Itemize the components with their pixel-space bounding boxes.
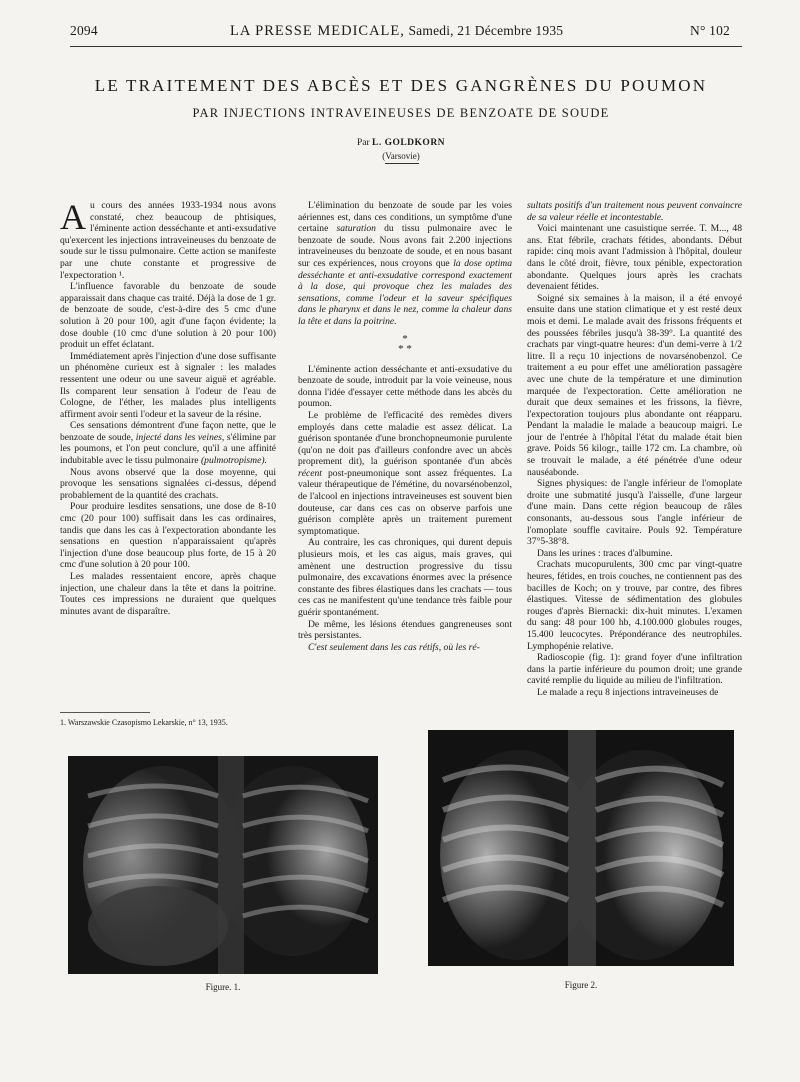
section-separator: * * * [398, 332, 412, 355]
col2-paragraph [298, 410, 512, 538]
col1-paragraph: L'influence favorable du benzoate de soude apparaissait dans chaque cas traité. Déjà la dose de 1 gr. de benzoate de soude, c'est-à-dire des 5 cmc d'une solution à 20 pour 100, agit d'une façon évidente; la dose double (10 cmc d'une solution à 20 pour 100) produit un effet éclatant. [60, 281, 276, 351]
figure-1-radiograph [68, 756, 378, 974]
issue-date: Samedi, 21 Décembre 1935 [408, 23, 564, 38]
col3-paragraph [527, 200, 742, 223]
issue-number: N° 102 [690, 23, 730, 38]
article-title: LE TRAITEMENT DES ABCÈS ET DES GANGRÈNES DU POUMON [94, 76, 708, 95]
italic-run: récent [298, 467, 322, 479]
author-city: (Varsovie) [382, 151, 420, 161]
col3-paragraph: Dans les urines : traces d'albumine. [537, 547, 673, 559]
col1-paragraph: Immédiatement après l'injection d'une dose suffisante un phénomène curieux est à signaler : les malades ressentent une odeur ou une saveur aiguë et agréable. Ils comparent leur sensation à l'odeur de l'eau de Cologne, de l'éther, les malades plus intelligents affirment avoir senti l'odeur et la saveur de la résine. [60, 350, 276, 420]
text-run: post-pneumonique sont assez fréquentes. La valeur thérapeutique de l'émétine, du novarsénobenzol, de l'alcool en injections intraveineuses est souvent bien douteuse, car dans ces cas on observe parfois une guérison complète après un traitement purement symptomatique. [298, 467, 512, 537]
col3-paragraph: Radioscopie (fig. 1): grand foyer d'une infiltration dans la partie inférieure du poumon droit; une grande cavité remplie du liquide au milieu de l'infiltration. [527, 652, 742, 687]
col2-paragraph: De même, les lésions étendues gangreneuses sont très persistantes. [298, 618, 512, 642]
col3-paragraph: Le malade a reçu 8 injections intraveineuses de [537, 686, 719, 698]
italic-run: C'est seulement dans les cas rétifs, où les ré- [308, 641, 480, 653]
col1-paragraph [60, 420, 276, 466]
col2-paragraph [298, 642, 512, 654]
col3-paragraph: Soigné six semaines à la maison, il a été envoyé ensuite dans une station climatique et y est resté deux mois et demi. Le malade avait des frissons fréquents et des poussées fébriles jusqu'à 38-39°. La quantité des crachats par vingt-quatre heures: d'un demi-verre à 1/2 litre. Il a reçu 10 injections de novarsénobenzol. Ce traitement a eu pour effet une amélioration passagère avec une chute de la température et une diminution marquée de l'expectoration. Cette amélioration ne durait que deux semaines et les frissons, la fièvre, l'expectoration toujours plus abondante ont réapparu. Pendant la maladie le malade a beaucoup maigri. Le jour de l'entrée à l'hôpital l'état du malade était bien grave. Poids 56 kilogr., taille 172 cm. La chambre, où se trouvait le malade, a été pénétrée d'une odeur nauséabonde. [527, 292, 742, 478]
drop-cap: A [60, 197, 86, 237]
footnote: 1. Warszawskie Czasopismo Lekarskie, n° 13, 1935. [60, 718, 228, 727]
column-1 [60, 197, 276, 617]
title-rule [385, 163, 419, 164]
col2-paragraph [298, 200, 512, 328]
page-header [70, 20, 742, 47]
italic-run: sultats positifs d'un traitement nous peuvent convaincre de sa valeur réelle et incontestable. [527, 200, 742, 223]
italic-run: injecté dans les veines, [135, 431, 225, 443]
column-3 [527, 200, 742, 699]
col1-paragraph: u cours des années 1933-1934 nous avons constaté, chez beaucoup de phtisiques, l'éminente action desséchante et anti-exsudative qu'exercent les injections intraveineuses du benzoate de soude sur le tissu pulmonaire. Cette action se manifeste par une chute constante et progressive de l'expectoration ¹. [60, 200, 276, 281]
author-name: L. GOLDKORN [371, 138, 446, 148]
figure-2-radiograph [428, 730, 734, 966]
figure-1-caption: Figure. 1. [205, 982, 241, 992]
figure-2-caption: Figure 2. [564, 980, 598, 990]
journal-line [230, 23, 630, 40]
text-run: s'élimine par les poumons, et l'on peut conclure, qu'il a une affinité indubitable avec le tissu pulmonaire [60, 431, 276, 467]
radiograph-1-image [68, 756, 378, 974]
radiograph-2-image [428, 730, 734, 966]
byline [60, 138, 742, 148]
article-subtitle: PAR INJECTIONS INTRAVEINEUSES DE BENZOATE DE SOUDE [192, 106, 610, 120]
journal-name: LA PRESSE MEDICALE, [230, 23, 405, 39]
col3-paragraph: Crachats mucopurulents, 300 cmc par vingt-quatre heures, fétides, en trois couches, ne contiennent pas des bacilles de Koch; on y trouve, par contre, des fibres élastiques. Vitesse de sédimentation des globules rouges d'après Biernacki: dix-huit minutes. L'examen du sang: 48 pour 100 hb, 4.100.000 globules rouges, 15.400 leucocytes. Prépondérance des neutrophiles. Lymphopénie relative. [527, 559, 742, 652]
col1-paragraph: Nous avons observé que la dose moyenne, qui provoque les sensations signalées ci-dessus, dépend probablement de la quantité des crachats. [60, 466, 276, 501]
italic-run: (pulmotropisme). [200, 455, 267, 467]
page-number: 2094 [70, 23, 98, 38]
col1-paragraph: Pour produire lesdites sensations, une dose de 8-10 cmc (20 pour 100) suffisait dans les cas ordinaires, tandis que dans les cas à l'expectoration abondante les sensations en question n'apparaissaient qu'après l'injection d'une dose beaucoup plus forte, de 15 à 20 cmc d'une solution à 20 pour 100. [60, 501, 276, 571]
column-2 [298, 200, 512, 653]
italic-run: saturation [336, 223, 376, 235]
footnote-rule [60, 712, 150, 713]
text-run: du tissu pulmonaire avec le benzoate de soude. Nous avons fait 2.200 injections intraveineuses du benzoate de soude, et en nous basant sur ces expériences, nous croyons que [298, 223, 512, 269]
col1-paragraph: Les malades ressentaient encore, après chaque injection, une chaleur dans la tête et dans la poitrine. Toutes ces impressions ne duraient que quelques minutes avant de disparaître. [60, 571, 276, 617]
col3-paragraph: Voici maintenant une casuistique serrée. T. M..., 48 ans. Etat fébrile, crachats fétides, abondants. Début rapide: cinq mois avant l'admission à l'hôpital, douleur dans le côté droit, fièvre, toux pénible, expectoration abondante. Quelques jours après les crachats devenaient fétides. [527, 223, 742, 293]
text-run: L'élimination du benzoate de soude par les voies aériennes est, dans ces conditions, un symptôme d'une certaine [298, 200, 512, 235]
text-run: Ces sensations démontrent d'une façon nette, que le benzoate de soude, [60, 420, 276, 443]
col2-paragraph: L'éminente action desséchante et anti-exsudative du benzoate de soude, introduit par la voie veineuse, nous donna l'idée d'essayer cette méthode dans les abcès du poumon. [298, 363, 512, 410]
col2-paragraph: Au contraire, les cas chroniques, qui durent depuis plusieurs mois, et les cas aigus, mais graves, qui amènent une destruction progressive du tissu pulmonaire, des excavations énormes avec la présence constante des fibres élastiques dans les crachats — tous ces cas ne manifestent qu'une tendance très faible pour guérir spontanément. [298, 537, 512, 618]
italic-run: la dose optima desséchante et anti-exsudative correspond exactement à la dose, qui provoque chez les malades des sensations, comme l'odeur et la saveur spécifiques dans le pharynx et dans le nez, comme la chaleur dans la tête et dans la poitrine. [298, 257, 513, 327]
byline-prefix: Par [356, 138, 370, 148]
col3-paragraph: Signes physiques: de l'angle inférieur de l'omoplate droite une submatité jusqu'à l'aisselle, d'une largeur d'une main. Dans cette région beaucoup de râles consonants, au-dessous sous l'angle inférieur de l'omoplate souffle cavitaire. Pouls 92. Température 37°5-38°8. [527, 478, 742, 548]
text-run: Le problème de l'efficacité des remèdes divers employés dans cette maladie est assez délicat. La guérison spontanée d'une bronchopneumonie purulente (qu'on ne doit pas d'ailleurs confondre avec un abcès proprement dit), la guérison spontanée d'un abcès [298, 409, 512, 468]
